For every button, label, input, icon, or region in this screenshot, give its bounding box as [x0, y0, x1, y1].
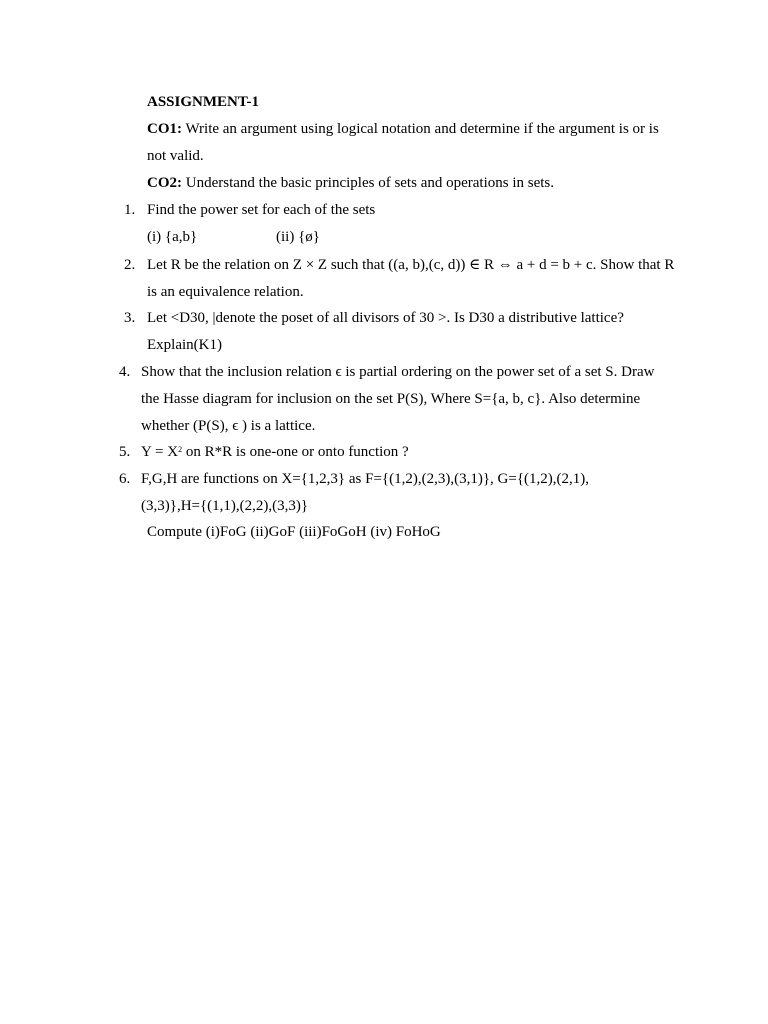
question-6-line-1: F,G,H are functions on X={1,2,3} as F={(1,2),(2,3),(3,1)}, G={(1,2),(2,1), — [141, 471, 590, 487]
question-4-line-1: Show that the inclusion relation ϵ is partial ordering on the power set of a set S. Draw — [141, 364, 655, 380]
co1-text: Write an argument using logical notation and determine if the argument is or is — [182, 121, 659, 137]
co1-label: CO1: — [147, 121, 182, 137]
co1-line-1 — [147, 120, 659, 138]
document-title: ASSIGNMENT-1 — [147, 94, 259, 110]
question-6-line-3: Compute (i)FoG (ii)GoF (iii)FoGoH (iv) FoHoG — [147, 524, 441, 540]
question-5-superscript: 2 — [178, 445, 183, 454]
question-3-number: 3. — [124, 310, 136, 326]
question-5-text-after: on R*R is one-one or onto function ? — [182, 444, 409, 460]
question-1-number: 1. — [124, 202, 136, 218]
question-5-number: 5. — [119, 444, 131, 460]
question-1-part-i: (i) {a,b} — [147, 229, 198, 245]
co1-line-2: not valid. — [147, 148, 204, 164]
co2-line — [147, 174, 554, 192]
question-4-line-3: whether (P(S), ϵ ) is a lattice. — [141, 418, 316, 434]
co2-text: Understand the basic principles of sets and operations in sets. — [182, 175, 554, 191]
question-5-text-before: Y = X — [141, 444, 179, 460]
question-4-line-2: the Hasse diagram for inclusion on the set P(S), Where S={a, b, c}. Also determine — [141, 391, 641, 407]
question-5-text — [141, 443, 409, 461]
question-1-part-ii: (ii) {ø} — [276, 229, 320, 245]
question-2-number: 2. — [124, 257, 136, 273]
question-1-text: Find the power set for each of the sets — [147, 202, 376, 218]
question-2-line-2: is an equivalence relation. — [147, 284, 304, 300]
question-2-line-1: Let R be the relation on Z × Z such that ((a, b),(c, d)) ∈ R ⇔ a + d = b + c. Show that R — [147, 257, 675, 273]
question-4-number: 4. — [119, 364, 131, 380]
question-3-line-1: Let <D30, |denote the poset of all divisors of 30 >. Is D30 a distributive lattice? — [147, 310, 624, 326]
co2-label: CO2: — [147, 175, 182, 191]
question-6-number: 6. — [119, 471, 131, 487]
question-3-line-2: Explain(K1) — [147, 337, 222, 353]
question-6-line-2: (3,3)},H={(1,1),(2,2),(3,3)} — [141, 498, 309, 514]
